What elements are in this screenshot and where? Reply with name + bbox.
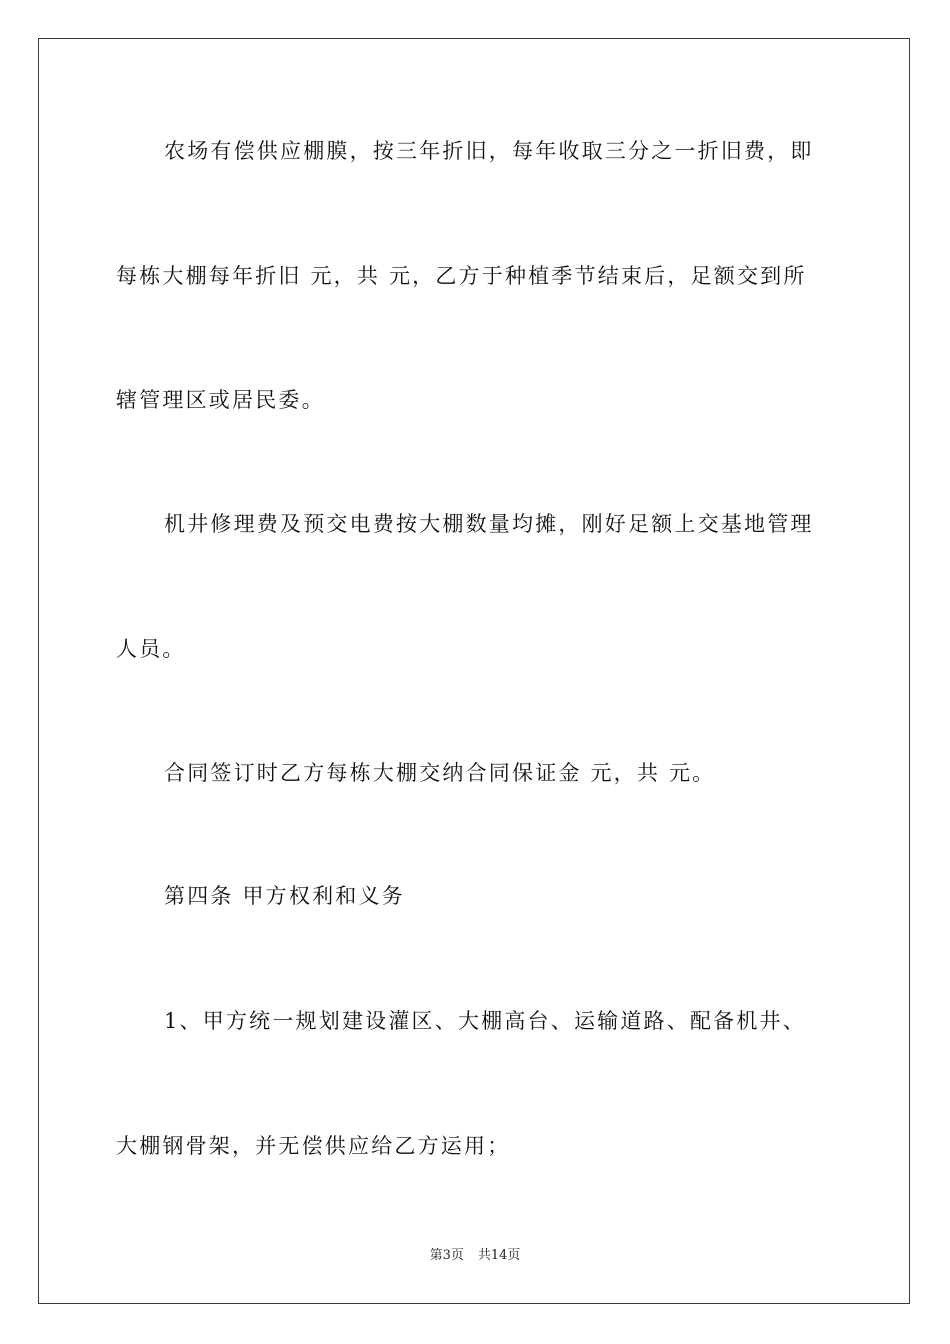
page-total: 共14页 — [477, 1248, 521, 1263]
paragraph-line: 辖管理区或居民委。 — [116, 388, 325, 412]
paragraph-line: 机井修理费及预交电费按大棚数量均摊，刚好足额上交基地管理 — [164, 512, 814, 536]
page-border — [38, 38, 910, 1304]
paragraph-line: 人员。 — [116, 637, 186, 661]
page-footer — [0, 1247, 950, 1265]
page-number: 第3页 — [429, 1248, 464, 1263]
paragraph-line: 农场有偿供应棚膜，按三年折旧，每年收取三分之一折旧费，即 — [164, 139, 814, 163]
paragraph-line: 1、甲方统一规划建设灌区、大棚高台、运输道路、配备机井、 — [164, 1009, 806, 1033]
paragraph-line: 大棚钢骨架，并无偿供应给乙方运用； — [116, 1134, 511, 1158]
paragraph-line: 每栋大棚每年折旧 元，共 元，乙方于种植季节结束后，足额交到所 — [116, 264, 807, 288]
section-heading: 第四条 甲方权利和义务 — [164, 884, 405, 908]
paragraph-line: 合同签订时乙方每栋大棚交纳合同保证金 元，共 元。 — [164, 761, 716, 785]
